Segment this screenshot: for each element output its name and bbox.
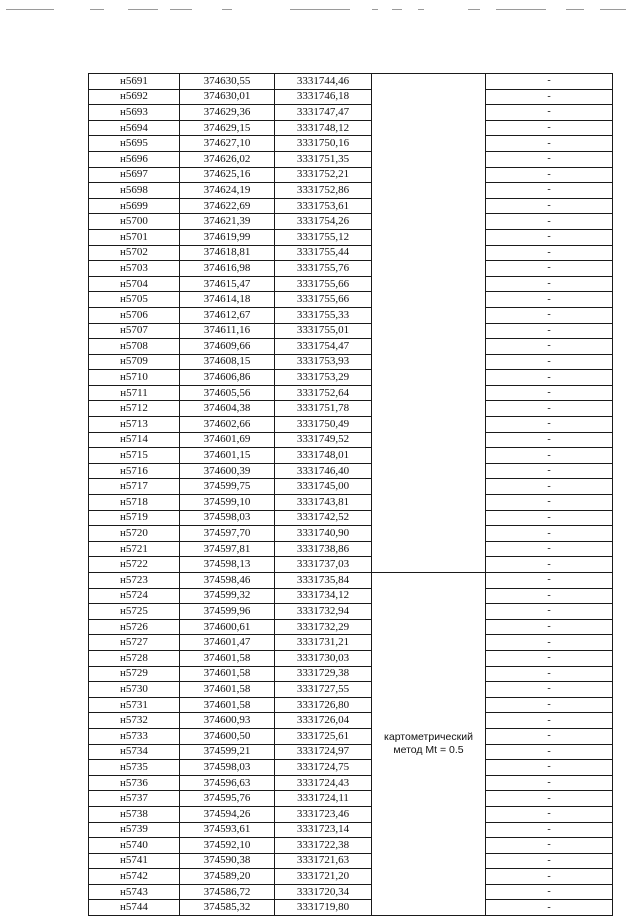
table-row bbox=[89, 775, 613, 791]
mark-cell: - bbox=[486, 697, 613, 713]
y-coordinate-cell: 3331748,01 bbox=[275, 448, 372, 464]
point-name-cell: н5719 bbox=[89, 510, 180, 526]
table-row bbox=[89, 682, 613, 698]
y-coordinate-cell: 3331731,21 bbox=[275, 635, 372, 651]
point-name-cell: н5724 bbox=[89, 588, 180, 604]
y-coordinate-cell: 3331722,38 bbox=[275, 838, 372, 854]
point-name-cell: н5723 bbox=[89, 573, 180, 589]
method-cell: картометрический метод Mt = 0.5 bbox=[372, 573, 486, 916]
point-name-cell: н5714 bbox=[89, 432, 180, 448]
mark-cell: - bbox=[486, 650, 613, 666]
x-coordinate-cell: 374599,32 bbox=[180, 588, 275, 604]
x-coordinate-cell: 374629,36 bbox=[180, 105, 275, 121]
x-coordinate-cell: 374601,58 bbox=[180, 682, 275, 698]
table-row bbox=[89, 806, 613, 822]
y-coordinate-cell: 3331724,11 bbox=[275, 791, 372, 807]
table-row bbox=[89, 713, 613, 729]
table-row bbox=[89, 229, 613, 245]
mark-cell: - bbox=[486, 682, 613, 698]
y-coordinate-cell: 3331743,81 bbox=[275, 495, 372, 511]
point-name-cell: н5732 bbox=[89, 713, 180, 729]
point-name-cell: н5701 bbox=[89, 229, 180, 245]
point-name-cell: н5733 bbox=[89, 728, 180, 744]
y-coordinate-cell: 3331719,80 bbox=[275, 900, 372, 916]
y-coordinate-cell: 3331755,44 bbox=[275, 245, 372, 261]
mark-cell: - bbox=[486, 604, 613, 620]
point-name-cell: н5693 bbox=[89, 105, 180, 121]
table-row bbox=[89, 619, 613, 635]
point-name-cell: н5717 bbox=[89, 479, 180, 495]
coordinates-table-body bbox=[89, 74, 613, 916]
table-row bbox=[89, 728, 613, 744]
y-coordinate-cell: 3331745,00 bbox=[275, 479, 372, 495]
table-row bbox=[89, 339, 613, 355]
mark-cell: - bbox=[486, 89, 613, 105]
y-coordinate-cell: 3331746,40 bbox=[275, 463, 372, 479]
mark-cell: - bbox=[486, 401, 613, 417]
point-name-cell: н5726 bbox=[89, 619, 180, 635]
table-row bbox=[89, 417, 613, 433]
mark-cell: - bbox=[486, 635, 613, 651]
mark-cell: - bbox=[486, 385, 613, 401]
mark-cell: - bbox=[486, 245, 613, 261]
x-coordinate-cell: 374601,15 bbox=[180, 448, 275, 464]
table-row bbox=[89, 495, 613, 511]
mark-cell: - bbox=[486, 541, 613, 557]
mark-cell: - bbox=[486, 510, 613, 526]
x-coordinate-cell: 374624,19 bbox=[180, 183, 275, 199]
mark-cell: - bbox=[486, 323, 613, 339]
table-row bbox=[89, 557, 613, 573]
table-row bbox=[89, 323, 613, 339]
y-coordinate-cell: 3331752,21 bbox=[275, 167, 372, 183]
mark-cell: - bbox=[486, 105, 613, 121]
y-coordinate-cell: 3331753,29 bbox=[275, 370, 372, 386]
x-coordinate-cell: 374598,13 bbox=[180, 557, 275, 573]
x-coordinate-cell: 374619,99 bbox=[180, 229, 275, 245]
y-coordinate-cell: 3331751,35 bbox=[275, 151, 372, 167]
mark-cell: - bbox=[486, 713, 613, 729]
point-name-cell: н5696 bbox=[89, 151, 180, 167]
y-coordinate-cell: 3331753,61 bbox=[275, 198, 372, 214]
mark-cell: - bbox=[486, 822, 613, 838]
y-coordinate-cell: 3331755,76 bbox=[275, 261, 372, 277]
mark-cell: - bbox=[486, 744, 613, 760]
mark-cell: - bbox=[486, 463, 613, 479]
mark-cell: - bbox=[486, 838, 613, 854]
table-row bbox=[89, 354, 613, 370]
point-name-cell: н5716 bbox=[89, 463, 180, 479]
x-coordinate-cell: 374601,47 bbox=[180, 635, 275, 651]
x-coordinate-cell: 374600,93 bbox=[180, 713, 275, 729]
mark-cell: - bbox=[486, 370, 613, 386]
point-name-cell: н5698 bbox=[89, 183, 180, 199]
mark-cell: - bbox=[486, 432, 613, 448]
table-row bbox=[89, 261, 613, 277]
mark-cell: - bbox=[486, 619, 613, 635]
mark-cell: - bbox=[486, 869, 613, 885]
table-row bbox=[89, 869, 613, 885]
y-coordinate-cell: 3331754,47 bbox=[275, 339, 372, 355]
mark-cell: - bbox=[486, 728, 613, 744]
method-cell bbox=[372, 74, 486, 573]
x-coordinate-cell: 374629,15 bbox=[180, 120, 275, 136]
mark-cell: - bbox=[486, 276, 613, 292]
x-coordinate-cell: 374600,50 bbox=[180, 728, 275, 744]
point-name-cell: н5738 bbox=[89, 806, 180, 822]
table-row bbox=[89, 89, 613, 105]
table-row bbox=[89, 650, 613, 666]
x-coordinate-cell: 374599,75 bbox=[180, 479, 275, 495]
y-coordinate-cell: 3331737,03 bbox=[275, 557, 372, 573]
point-name-cell: н5700 bbox=[89, 214, 180, 230]
y-coordinate-cell: 3331727,55 bbox=[275, 682, 372, 698]
table-row bbox=[89, 479, 613, 495]
point-name-cell: н5737 bbox=[89, 791, 180, 807]
table-row bbox=[89, 276, 613, 292]
x-coordinate-cell: 374595,76 bbox=[180, 791, 275, 807]
y-coordinate-cell: 3331732,29 bbox=[275, 619, 372, 635]
x-coordinate-cell: 374616,98 bbox=[180, 261, 275, 277]
y-coordinate-cell: 3331754,26 bbox=[275, 214, 372, 230]
x-coordinate-cell: 374585,32 bbox=[180, 900, 275, 916]
table-row bbox=[89, 74, 613, 90]
mark-cell: - bbox=[486, 339, 613, 355]
point-name-cell: н5740 bbox=[89, 838, 180, 854]
x-coordinate-cell: 374608,15 bbox=[180, 354, 275, 370]
x-coordinate-cell: 374599,21 bbox=[180, 744, 275, 760]
point-name-cell: н5692 bbox=[89, 89, 180, 105]
point-name-cell: н5731 bbox=[89, 697, 180, 713]
y-coordinate-cell: 3331750,49 bbox=[275, 417, 372, 433]
x-coordinate-cell: 374592,10 bbox=[180, 838, 275, 854]
point-name-cell: н5710 bbox=[89, 370, 180, 386]
x-coordinate-cell: 374625,16 bbox=[180, 167, 275, 183]
point-name-cell: н5728 bbox=[89, 650, 180, 666]
table-row bbox=[89, 635, 613, 651]
point-name-cell: н5739 bbox=[89, 822, 180, 838]
x-coordinate-cell: 374601,58 bbox=[180, 697, 275, 713]
x-coordinate-cell: 374605,56 bbox=[180, 385, 275, 401]
table-row bbox=[89, 370, 613, 386]
y-coordinate-cell: 3331752,86 bbox=[275, 183, 372, 199]
mark-cell: - bbox=[486, 292, 613, 308]
point-name-cell: н5712 bbox=[89, 401, 180, 417]
x-coordinate-cell: 374586,72 bbox=[180, 884, 275, 900]
x-coordinate-cell: 374604,38 bbox=[180, 401, 275, 417]
y-coordinate-cell: 3331724,43 bbox=[275, 775, 372, 791]
mark-cell: - bbox=[486, 479, 613, 495]
y-coordinate-cell: 3331735,84 bbox=[275, 573, 372, 589]
mark-cell: - bbox=[486, 495, 613, 511]
mark-cell: - bbox=[486, 136, 613, 152]
table-row bbox=[89, 526, 613, 542]
y-coordinate-cell: 3331730,03 bbox=[275, 650, 372, 666]
x-coordinate-cell: 374630,01 bbox=[180, 89, 275, 105]
x-coordinate-cell: 374598,03 bbox=[180, 510, 275, 526]
x-coordinate-cell: 374606,86 bbox=[180, 370, 275, 386]
scan-header-marks bbox=[0, 0, 640, 20]
y-coordinate-cell: 3331720,34 bbox=[275, 884, 372, 900]
y-coordinate-cell: 3331751,78 bbox=[275, 401, 372, 417]
table-row bbox=[89, 432, 613, 448]
y-coordinate-cell: 3331725,61 bbox=[275, 728, 372, 744]
x-coordinate-cell: 374626,02 bbox=[180, 151, 275, 167]
x-coordinate-cell: 374599,10 bbox=[180, 495, 275, 511]
y-coordinate-cell: 3331724,97 bbox=[275, 744, 372, 760]
y-coordinate-cell: 3331744,46 bbox=[275, 74, 372, 90]
y-coordinate-cell: 3331748,12 bbox=[275, 120, 372, 136]
mark-cell: - bbox=[486, 214, 613, 230]
table-row bbox=[89, 105, 613, 121]
point-name-cell: н5720 bbox=[89, 526, 180, 542]
x-coordinate-cell: 374589,20 bbox=[180, 869, 275, 885]
y-coordinate-cell: 3331726,80 bbox=[275, 697, 372, 713]
x-coordinate-cell: 374594,26 bbox=[180, 806, 275, 822]
x-coordinate-cell: 374602,66 bbox=[180, 417, 275, 433]
x-coordinate-cell: 374614,18 bbox=[180, 292, 275, 308]
table-row bbox=[89, 900, 613, 916]
x-coordinate-cell: 374601,58 bbox=[180, 666, 275, 682]
mark-cell: - bbox=[486, 120, 613, 136]
mark-cell: - bbox=[486, 198, 613, 214]
point-name-cell: н5729 bbox=[89, 666, 180, 682]
table-row bbox=[89, 853, 613, 869]
y-coordinate-cell: 3331723,46 bbox=[275, 806, 372, 822]
y-coordinate-cell: 3331755,66 bbox=[275, 276, 372, 292]
point-name-cell: н5722 bbox=[89, 557, 180, 573]
table-row bbox=[89, 214, 613, 230]
table-row bbox=[89, 510, 613, 526]
x-coordinate-cell: 374590,38 bbox=[180, 853, 275, 869]
y-coordinate-cell: 3331734,12 bbox=[275, 588, 372, 604]
y-coordinate-cell: 3331742,52 bbox=[275, 510, 372, 526]
y-coordinate-cell: 3331755,01 bbox=[275, 323, 372, 339]
x-coordinate-cell: 374597,70 bbox=[180, 526, 275, 542]
mark-cell: - bbox=[486, 261, 613, 277]
table-row bbox=[89, 604, 613, 620]
y-coordinate-cell: 3331726,04 bbox=[275, 713, 372, 729]
point-name-cell: н5706 bbox=[89, 307, 180, 323]
table-row bbox=[89, 136, 613, 152]
table-row bbox=[89, 588, 613, 604]
mark-cell: - bbox=[486, 167, 613, 183]
table-row bbox=[89, 573, 613, 589]
mark-cell: - bbox=[486, 307, 613, 323]
table-row bbox=[89, 151, 613, 167]
y-coordinate-cell: 3331740,90 bbox=[275, 526, 372, 542]
table-row bbox=[89, 183, 613, 199]
point-name-cell: н5704 bbox=[89, 276, 180, 292]
x-coordinate-cell: 374612,67 bbox=[180, 307, 275, 323]
y-coordinate-cell: 3331752,64 bbox=[275, 385, 372, 401]
mark-cell: - bbox=[486, 557, 613, 573]
mark-cell: - bbox=[486, 354, 613, 370]
x-coordinate-cell: 374627,10 bbox=[180, 136, 275, 152]
point-name-cell: н5718 bbox=[89, 495, 180, 511]
point-name-cell: н5725 bbox=[89, 604, 180, 620]
x-coordinate-cell: 374601,69 bbox=[180, 432, 275, 448]
point-name-cell: н5695 bbox=[89, 136, 180, 152]
table-row bbox=[89, 884, 613, 900]
point-name-cell: н5743 bbox=[89, 884, 180, 900]
x-coordinate-cell: 374598,46 bbox=[180, 573, 275, 589]
table-row bbox=[89, 167, 613, 183]
mark-cell: - bbox=[486, 806, 613, 822]
y-coordinate-cell: 3331738,86 bbox=[275, 541, 372, 557]
y-coordinate-cell: 3331749,52 bbox=[275, 432, 372, 448]
table-row bbox=[89, 292, 613, 308]
point-name-cell: н5697 bbox=[89, 167, 180, 183]
point-name-cell: н5735 bbox=[89, 760, 180, 776]
x-coordinate-cell: 374600,61 bbox=[180, 619, 275, 635]
y-coordinate-cell: 3331724,75 bbox=[275, 760, 372, 776]
table-row bbox=[89, 448, 613, 464]
x-coordinate-cell: 374596,63 bbox=[180, 775, 275, 791]
y-coordinate-cell: 3331746,18 bbox=[275, 89, 372, 105]
table-row bbox=[89, 198, 613, 214]
point-name-cell: н5744 bbox=[89, 900, 180, 916]
y-coordinate-cell: 3331723,14 bbox=[275, 822, 372, 838]
x-coordinate-cell: 374601,58 bbox=[180, 650, 275, 666]
x-coordinate-cell: 374621,39 bbox=[180, 214, 275, 230]
y-coordinate-cell: 3331755,33 bbox=[275, 307, 372, 323]
x-coordinate-cell: 374597,81 bbox=[180, 541, 275, 557]
point-name-cell: н5703 bbox=[89, 261, 180, 277]
table-row bbox=[89, 120, 613, 136]
table-row bbox=[89, 822, 613, 838]
point-name-cell: н5742 bbox=[89, 869, 180, 885]
table-row bbox=[89, 760, 613, 776]
table-row bbox=[89, 838, 613, 854]
table-row bbox=[89, 245, 613, 261]
x-coordinate-cell: 374611,16 bbox=[180, 323, 275, 339]
x-coordinate-cell: 374598,03 bbox=[180, 760, 275, 776]
y-coordinate-cell: 3331755,66 bbox=[275, 292, 372, 308]
y-coordinate-cell: 3331747,47 bbox=[275, 105, 372, 121]
point-name-cell: н5730 bbox=[89, 682, 180, 698]
x-coordinate-cell: 374599,96 bbox=[180, 604, 275, 620]
point-name-cell: н5715 bbox=[89, 448, 180, 464]
point-name-cell: н5705 bbox=[89, 292, 180, 308]
x-coordinate-cell: 374618,81 bbox=[180, 245, 275, 261]
x-coordinate-cell: 374593,61 bbox=[180, 822, 275, 838]
x-coordinate-cell: 374609,66 bbox=[180, 339, 275, 355]
y-coordinate-cell: 3331721,63 bbox=[275, 853, 372, 869]
mark-cell: - bbox=[486, 666, 613, 682]
table-row bbox=[89, 541, 613, 557]
mark-cell: - bbox=[486, 791, 613, 807]
x-coordinate-cell: 374630,55 bbox=[180, 74, 275, 90]
y-coordinate-cell: 3331755,12 bbox=[275, 229, 372, 245]
x-coordinate-cell: 374600,39 bbox=[180, 463, 275, 479]
table-row bbox=[89, 666, 613, 682]
point-name-cell: н5707 bbox=[89, 323, 180, 339]
x-coordinate-cell: 374622,69 bbox=[180, 198, 275, 214]
point-name-cell: н5727 bbox=[89, 635, 180, 651]
table-row bbox=[89, 463, 613, 479]
mark-cell: - bbox=[486, 760, 613, 776]
x-coordinate-cell: 374615,47 bbox=[180, 276, 275, 292]
table-row bbox=[89, 791, 613, 807]
point-name-cell: н5699 bbox=[89, 198, 180, 214]
table-row bbox=[89, 697, 613, 713]
mark-cell: - bbox=[486, 151, 613, 167]
mark-cell: - bbox=[486, 183, 613, 199]
mark-cell: - bbox=[486, 884, 613, 900]
mark-cell: - bbox=[486, 853, 613, 869]
coordinates-table bbox=[88, 73, 613, 916]
table-row bbox=[89, 401, 613, 417]
point-name-cell: н5736 bbox=[89, 775, 180, 791]
table-row bbox=[89, 307, 613, 323]
mark-cell: - bbox=[486, 448, 613, 464]
y-coordinate-cell: 3331753,93 bbox=[275, 354, 372, 370]
point-name-cell: н5702 bbox=[89, 245, 180, 261]
table-row bbox=[89, 744, 613, 760]
mark-cell: - bbox=[486, 775, 613, 791]
point-name-cell: н5691 bbox=[89, 74, 180, 90]
mark-cell: - bbox=[486, 573, 613, 589]
point-name-cell: н5709 bbox=[89, 354, 180, 370]
table-row bbox=[89, 385, 613, 401]
y-coordinate-cell: 3331750,16 bbox=[275, 136, 372, 152]
point-name-cell: н5708 bbox=[89, 339, 180, 355]
point-name-cell: н5741 bbox=[89, 853, 180, 869]
point-name-cell: н5711 bbox=[89, 385, 180, 401]
y-coordinate-cell: 3331729,38 bbox=[275, 666, 372, 682]
y-coordinate-cell: 3331721,20 bbox=[275, 869, 372, 885]
mark-cell: - bbox=[486, 526, 613, 542]
mark-cell: - bbox=[486, 900, 613, 916]
mark-cell: - bbox=[486, 74, 613, 90]
y-coordinate-cell: 3331732,94 bbox=[275, 604, 372, 620]
mark-cell: - bbox=[486, 588, 613, 604]
point-name-cell: н5713 bbox=[89, 417, 180, 433]
mark-cell: - bbox=[486, 417, 613, 433]
mark-cell: - bbox=[486, 229, 613, 245]
point-name-cell: н5694 bbox=[89, 120, 180, 136]
point-name-cell: н5721 bbox=[89, 541, 180, 557]
point-name-cell: н5734 bbox=[89, 744, 180, 760]
